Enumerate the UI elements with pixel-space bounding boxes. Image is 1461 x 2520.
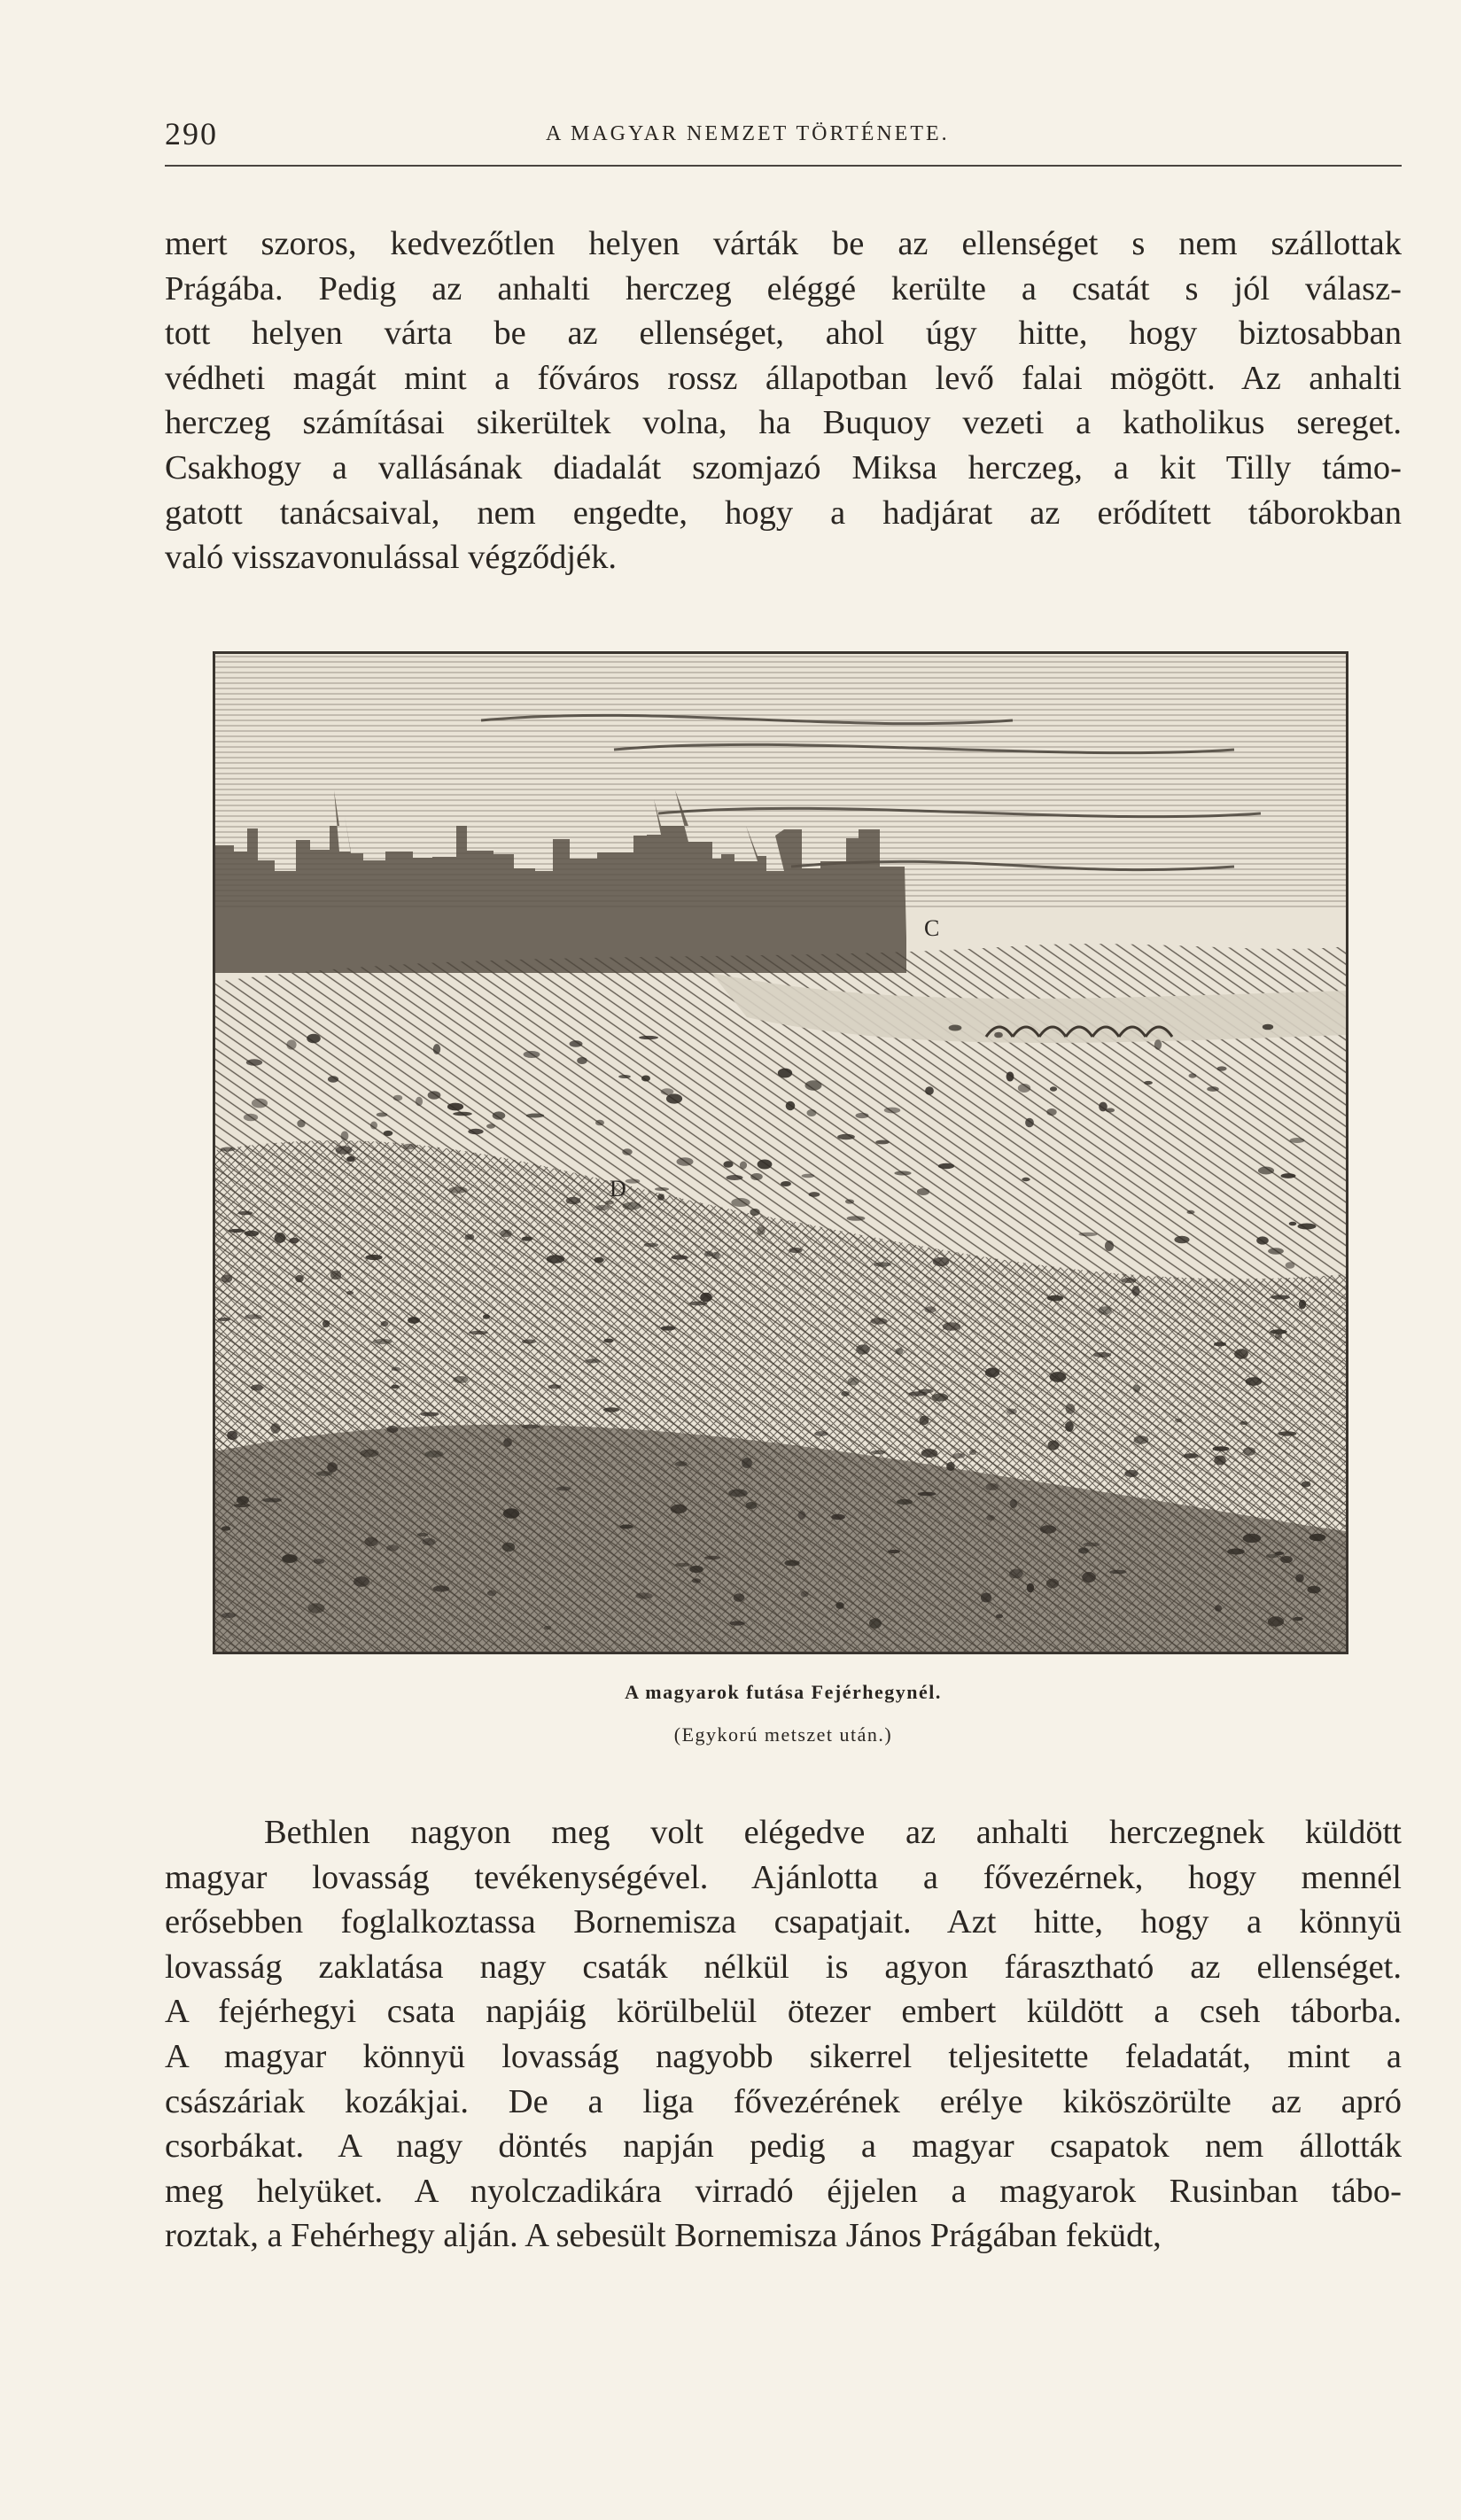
page-number: 290: [165, 116, 218, 152]
text-line: lovasság zaklatása nagy csaták nélkül is agyon fárasztható az ellenséget.: [165, 1948, 1402, 1986]
text-line: A magyar könnyü lovasság nagyobb sikerrel teljesitette feladatát, mint a: [165, 2037, 1402, 2075]
text-line: roztak, a Fehérhegy alján. A sebesült Bornemisza János Prágában feküdt,: [165, 2217, 1162, 2255]
engraving-figure: [213, 651, 1348, 1654]
text-line: való visszavonulással végződjék.: [165, 539, 617, 577]
text-line: gatott tanácsaival, nem engedte, hogy a hadjárat az erődített táborokban: [165, 494, 1402, 532]
figure-label-d: D: [610, 1176, 626, 1202]
text-line: Csakhogy a vallásának diadalát szomjazó Miksa herczeg, a kit Tilly támo-: [165, 448, 1402, 486]
text-line: védheti magát mint a főváros rossz állapotban levő falai mögött. Az anhalti: [165, 359, 1402, 397]
text-line: Prágába. Pedig az anhalti herczeg eléggé kerülte a csatát s jól válasz-: [165, 269, 1402, 307]
text-line: tott helyen várta be az ellenséget, ahol úgy hitte, hogy biztosabban: [165, 315, 1402, 353]
paragraph-2: [165, 1810, 1402, 2259]
text-line: A fejérhegyi csata napjáig körülbelül ötezer embert küldött a cseh táborba.: [165, 1993, 1402, 2031]
running-title: A MAGYAR NEMZET TÖRTÉNETE.: [546, 122, 950, 145]
figure-caption: A magyarok futása Fejérhegynél.: [625, 1681, 942, 1703]
text-line: császáriak kozákjai. De a liga fővezérének erélye kiköszörülte az apró: [165, 2082, 1402, 2120]
text-line: meg helyüket. A nyolczadikára virradó éjjelen a magyarok Rusinban tábo-: [165, 2172, 1402, 2210]
text-line: erősebben foglalkoztassa Bornemisza csapatjait. Azt hitte, hogy a könnyü: [165, 1903, 1402, 1941]
paragraph-1: [165, 222, 1402, 580]
page-header: [165, 112, 1402, 167]
figure-label-c: C: [924, 915, 940, 941]
text-line: Bethlen nagyon meg volt elégedve az anhalti herczegnek küldött: [264, 1814, 1402, 1851]
text-line: herczeg számításai sikerültek volna, ha Buquoy vezeti a katholikus sereget.: [165, 404, 1402, 442]
figure-credit: (Egykorú metszet után.): [673, 1723, 893, 1746]
battle-engraving-image: [215, 654, 1346, 1652]
text-line: magyar lovasság tevékenységével. Ajánlotta a fővezérnek, hogy mennél: [165, 1858, 1402, 1896]
text-line: csorbákat. A nagy döntés napján pedig a magyar csapatok nem állották: [165, 2127, 1402, 2166]
text-line: mert szoros, kedvezőtlen helyen várták be az ellenséget s nem szállottak: [165, 225, 1402, 262]
